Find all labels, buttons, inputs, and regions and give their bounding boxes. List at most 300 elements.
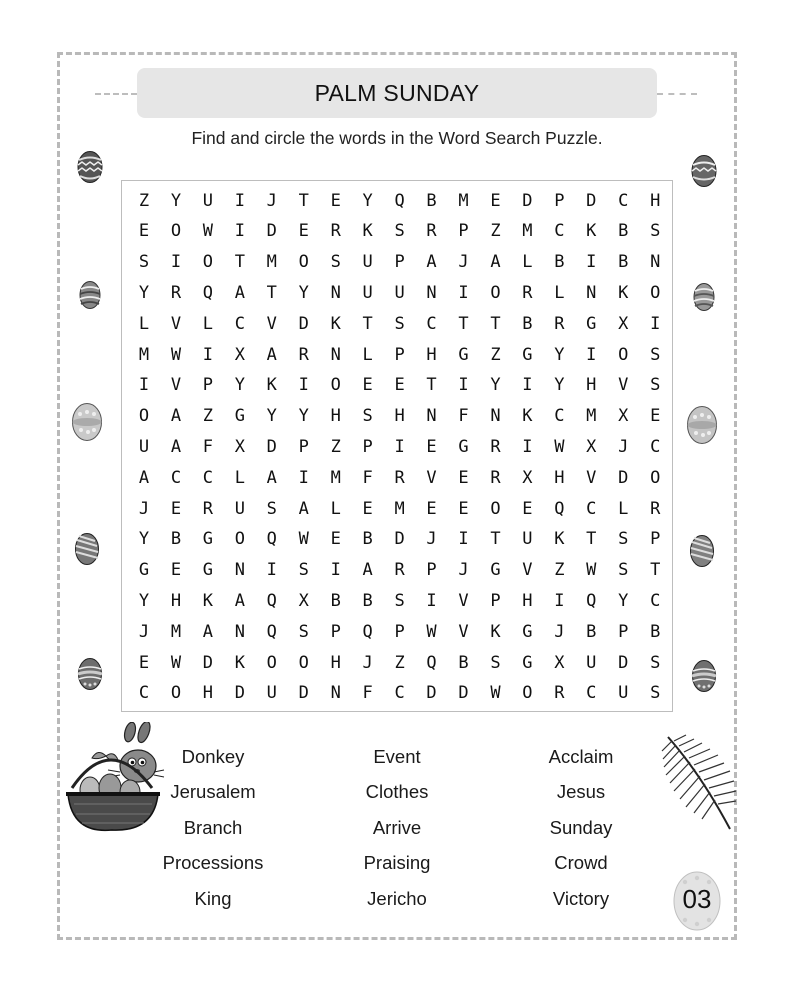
grid-letter[interactable]: U (362, 252, 373, 273)
grid-letter[interactable]: T (234, 252, 245, 273)
grid-letter[interactable]: E (138, 652, 150, 673)
grid-letter[interactable]: O (138, 406, 150, 427)
grid-letter[interactable]: A (234, 590, 245, 611)
grid-letter[interactable]: W (202, 221, 214, 242)
grid-letter[interactable]: O (330, 375, 341, 396)
grid-letter[interactable]: D (234, 683, 245, 704)
grid-letter[interactable]: O (170, 221, 182, 242)
grid-letter[interactable]: V (426, 467, 437, 488)
grid-letter[interactable]: Q (202, 282, 214, 303)
grid-letter[interactable]: N (234, 560, 245, 581)
grid-letter[interactable]: Y (298, 282, 309, 303)
grid-letter[interactable]: I (458, 529, 469, 550)
grid-letter[interactable]: R (426, 221, 437, 242)
grid-letter[interactable]: T (490, 529, 501, 550)
grid-letter[interactable]: S (298, 560, 309, 581)
grid-letter[interactable]: S (618, 529, 629, 550)
grid-letter[interactable]: O (490, 498, 501, 519)
grid-letter[interactable]: H (202, 683, 214, 704)
grid-letter[interactable]: Y (554, 344, 565, 365)
grid-letter[interactable]: I (458, 375, 469, 396)
grid-letter[interactable]: K (554, 529, 565, 550)
grid-letter[interactable]: Q (362, 621, 373, 642)
grid-letter[interactable]: E (458, 498, 469, 519)
grid-letter[interactable]: K (266, 375, 277, 396)
grid-letter[interactable]: U (522, 529, 533, 550)
grid-letter[interactable]: N (234, 621, 245, 642)
grid-letter[interactable]: H (522, 590, 533, 611)
grid-letter[interactable]: L (362, 344, 373, 365)
grid-letter[interactable]: I (234, 221, 245, 242)
grid-letter[interactable]: P (650, 529, 661, 550)
grid-letter[interactable]: X (522, 467, 533, 488)
grid-letter[interactable]: G (202, 560, 214, 581)
grid-letter[interactable]: B (330, 590, 341, 611)
grid-letter[interactable]: E (362, 498, 373, 519)
grid-letter[interactable]: A (170, 436, 182, 457)
grid-letter[interactable]: O (522, 683, 533, 704)
grid-letter[interactable]: F (362, 683, 373, 704)
grid-letter[interactable]: E (170, 560, 182, 581)
grid-letter[interactable]: Q (426, 652, 437, 673)
grid-letter[interactable]: O (266, 652, 277, 673)
grid-letter[interactable]: D (586, 190, 597, 211)
grid-letter[interactable]: R (298, 344, 309, 365)
grid-letter[interactable]: E (138, 221, 150, 242)
grid-letter[interactable]: P (298, 436, 309, 457)
grid-letter[interactable]: O (650, 467, 661, 488)
grid-letter[interactable]: D (298, 683, 309, 704)
grid-letter[interactable]: Y (138, 529, 150, 550)
grid-letter[interactable]: S (138, 252, 150, 273)
grid-letter[interactable]: V (618, 375, 629, 396)
grid-letter[interactable]: M (522, 221, 533, 242)
grid-letter[interactable]: H (394, 406, 405, 427)
grid-letter[interactable]: E (522, 498, 533, 519)
grid-letter[interactable]: R (170, 282, 182, 303)
grid-letter[interactable]: S (650, 375, 661, 396)
grid-letter[interactable]: B (618, 252, 629, 273)
grid-letter[interactable]: I (650, 313, 661, 334)
grid-letter[interactable]: C (554, 406, 565, 427)
grid-letter[interactable]: G (458, 344, 469, 365)
grid-letter[interactable]: E (330, 529, 341, 550)
grid-letter[interactable]: I (394, 436, 405, 457)
grid-letter[interactable]: A (234, 282, 245, 303)
grid-letter[interactable]: A (490, 252, 501, 273)
grid-letter[interactable]: C (618, 190, 629, 211)
grid-letter[interactable]: K (234, 652, 245, 673)
grid-letter[interactable]: I (458, 282, 469, 303)
grid-letter[interactable]: B (618, 221, 629, 242)
grid-letter[interactable]: Y (138, 590, 150, 611)
grid-letter[interactable]: J (266, 190, 277, 211)
grid-letter[interactable]: I (522, 375, 533, 396)
grid-letter[interactable]: I (426, 590, 437, 611)
grid-letter[interactable]: P (554, 190, 565, 211)
grid-letter[interactable]: E (298, 221, 309, 242)
grid-letter[interactable]: S (618, 560, 629, 581)
grid-letter[interactable]: M (586, 406, 597, 427)
grid-letter[interactable]: S (394, 313, 405, 334)
grid-letter[interactable]: L (618, 498, 629, 519)
grid-letter[interactable]: F (458, 406, 469, 427)
grid-letter[interactable]: M (330, 467, 341, 488)
grid-letter[interactable]: Y (554, 375, 565, 396)
grid-letter[interactable]: E (426, 498, 437, 519)
word-list-item: Clothes (365, 781, 429, 803)
grid-letter[interactable]: S (650, 344, 661, 365)
grid-letter[interactable]: T (362, 313, 373, 334)
grid-letter[interactable]: U (362, 282, 373, 303)
grid-letter[interactable]: J (138, 498, 150, 519)
grid-letter[interactable]: K (586, 221, 597, 242)
grid-letter[interactable]: U (234, 498, 245, 519)
grid-letter[interactable]: B (458, 652, 469, 673)
grid-letter[interactable]: P (362, 436, 373, 457)
grid-letter[interactable]: C (138, 683, 150, 704)
grid-letter[interactable]: L (522, 252, 533, 273)
grid-letter[interactable]: J (458, 252, 469, 273)
grid-letter[interactable]: C (426, 313, 437, 334)
grid-letter[interactable]: I (298, 375, 309, 396)
grid-letter[interactable]: Q (266, 529, 277, 550)
grid-letter[interactable]: N (426, 406, 437, 427)
grid-letter[interactable]: T (490, 313, 501, 334)
grid-letter[interactable]: T (266, 282, 277, 303)
grid-letter[interactable]: W (490, 683, 501, 704)
grid-letter[interactable]: K (490, 621, 501, 642)
grid-letter[interactable]: L (138, 313, 150, 334)
grid-letter[interactable]: E (426, 436, 437, 457)
grid-letter[interactable]: A (138, 467, 150, 488)
grid-letter[interactable]: I (298, 467, 309, 488)
grid-letter[interactable]: P (458, 221, 469, 242)
grid-letter[interactable]: J (138, 621, 150, 642)
grid-letter[interactable]: I (554, 590, 565, 611)
grid-letter[interactable]: O (170, 683, 182, 704)
grid-letter[interactable]: G (234, 406, 245, 427)
page-number: 03 (682, 884, 712, 914)
grid-letter[interactable]: B (362, 529, 373, 550)
grid-letter[interactable]: M (458, 190, 469, 211)
grid-letter[interactable]: X (554, 652, 565, 673)
grid-letter[interactable]: G (522, 652, 533, 673)
grid-letter[interactable]: B (586, 621, 597, 642)
grid-letter[interactable]: X (298, 590, 309, 611)
word-search-grid[interactable] (121, 180, 673, 712)
grid-letter[interactable]: U (394, 282, 405, 303)
grid-letter[interactable]: O (234, 529, 245, 550)
grid-letter[interactable]: G (522, 344, 533, 365)
grid-letter[interactable]: R (554, 313, 565, 334)
grid-letter[interactable]: H (170, 590, 182, 611)
grid-letter[interactable]: I (330, 560, 341, 581)
grid-letter[interactable]: Y (490, 375, 501, 396)
grid-letter[interactable]: H (554, 467, 565, 488)
word-list-item: Praising (363, 852, 431, 874)
grid-letter[interactable]: V (170, 375, 182, 396)
grid-letter[interactable]: I (522, 436, 533, 457)
grid-letter[interactable]: Y (362, 190, 373, 211)
grid-letter[interactable]: B (650, 621, 661, 642)
grid-letter[interactable]: I (586, 252, 597, 273)
grid-letter[interactable]: H (330, 406, 341, 427)
grid-letter[interactable]: P (490, 590, 501, 611)
grid-letter[interactable]: W (170, 344, 182, 365)
grid-letter[interactable]: J (426, 529, 437, 550)
grid-letter[interactable]: C (586, 498, 597, 519)
grid-letter[interactable]: E (362, 375, 373, 396)
grid-letter[interactable]: V (458, 590, 469, 611)
grid-letter[interactable]: Z (490, 344, 501, 365)
grid-letter[interactable]: Q (394, 190, 405, 211)
grid-letter[interactable]: E (330, 190, 341, 211)
grid-letter[interactable]: C (394, 683, 405, 704)
grid-letter[interactable]: H (650, 190, 661, 211)
grid-letter[interactable]: Y (266, 406, 277, 427)
grid-letter[interactable]: P (202, 375, 214, 396)
grid-letter[interactable]: O (618, 344, 629, 365)
grid-letter[interactable]: T (458, 313, 469, 334)
bunny-basket-icon (62, 722, 166, 836)
grid-letter[interactable]: L (234, 467, 245, 488)
grid-letter[interactable]: D (618, 467, 629, 488)
grid-letter[interactable]: A (170, 406, 182, 427)
grid-letter[interactable]: E (458, 467, 469, 488)
grid-letter[interactable]: U (138, 436, 150, 457)
grid-letter[interactable]: I (170, 252, 182, 273)
grid-letter[interactable]: E (490, 190, 501, 211)
grid-letter[interactable]: E (170, 498, 182, 519)
grid-letter[interactable]: P (394, 621, 405, 642)
grid-letter[interactable]: C (202, 467, 214, 488)
grid-letter[interactable]: G (138, 560, 150, 581)
grid-letter[interactable]: S (650, 683, 661, 704)
grid-letter[interactable]: N (330, 282, 341, 303)
grid-letter[interactable]: D (394, 529, 405, 550)
easter-egg-icon (686, 405, 718, 445)
grid-letter[interactable]: Y (138, 282, 150, 303)
grid-letter[interactable]: J (618, 436, 629, 457)
grid-letter[interactable]: R (650, 498, 661, 519)
grid-letter[interactable]: L (554, 282, 565, 303)
grid-letter[interactable]: Y (170, 190, 182, 211)
grid-letter[interactable]: E (394, 375, 405, 396)
grid-letter[interactable]: F (202, 436, 214, 457)
grid-letter[interactable]: W (170, 652, 182, 673)
grid-letter[interactable]: G (458, 436, 469, 457)
grid-letter[interactable]: Z (202, 406, 214, 427)
grid-letter[interactable]: V (586, 467, 597, 488)
grid-letter[interactable]: Z (554, 560, 565, 581)
grid-letter[interactable]: L (202, 313, 214, 334)
grid-letter[interactable]: P (330, 621, 341, 642)
grid-letter[interactable]: D (426, 683, 437, 704)
grid-letter[interactable]: S (330, 252, 341, 273)
grid-letter[interactable]: G (202, 529, 214, 550)
grid-letter[interactable]: M (170, 621, 182, 642)
grid-letter[interactable]: Y (234, 375, 245, 396)
grid-letter[interactable]: R (394, 560, 405, 581)
grid-letter[interactable]: Q (266, 621, 277, 642)
word-list-item: Processions (162, 852, 264, 874)
grid-letter[interactable]: B (170, 529, 182, 550)
grid-letter[interactable]: H (586, 375, 597, 396)
grid-letter[interactable]: R (554, 683, 565, 704)
grid-letter[interactable]: B (522, 313, 533, 334)
grid-letter[interactable]: K (330, 313, 341, 334)
grid-letter[interactable]: O (650, 282, 661, 303)
grid-letter[interactable]: P (394, 344, 405, 365)
grid-letter[interactable]: A (426, 252, 437, 273)
grid-letter[interactable]: K (618, 282, 629, 303)
grid-letter[interactable]: Y (618, 590, 629, 611)
grid-letter[interactable]: P (426, 560, 437, 581)
grid-letter[interactable]: K (202, 590, 214, 611)
grid-letter[interactable]: Z (138, 190, 150, 211)
grid-letter[interactable]: O (202, 252, 214, 273)
grid-letter[interactable]: Z (330, 436, 341, 457)
grid-letter[interactable]: Y (298, 406, 309, 427)
grid-letter[interactable]: K (522, 406, 533, 427)
grid-letter[interactable]: N (650, 252, 661, 273)
grid-letter[interactable]: X (618, 313, 629, 334)
grid-letter[interactable]: D (266, 436, 277, 457)
grid-letter[interactable]: Q (266, 590, 277, 611)
grid-letter[interactable]: G (490, 560, 501, 581)
grid-letter[interactable]: J (362, 652, 373, 673)
grid-letter[interactable]: N (330, 344, 341, 365)
grid-letter[interactable]: N (490, 406, 501, 427)
grid-letter[interactable]: I (266, 560, 277, 581)
grid-letter[interactable]: O (298, 252, 309, 273)
grid-letter[interactable]: U (586, 652, 597, 673)
grid-letter[interactable]: D (522, 190, 533, 211)
grid-letter[interactable]: A (202, 621, 214, 642)
grid-letter[interactable]: I (586, 344, 597, 365)
grid-letter[interactable]: B (554, 252, 565, 273)
grid-letter[interactable]: D (202, 652, 214, 673)
grid-letter[interactable]: A (266, 344, 277, 365)
grid-letter[interactable]: J (458, 560, 469, 581)
word-list-item: Crowd (554, 852, 608, 874)
grid-letter[interactable]: T (586, 529, 597, 550)
grid-letter[interactable]: V (458, 621, 469, 642)
grid-letter[interactable]: H (330, 652, 341, 673)
grid-letter[interactable]: T (298, 190, 309, 211)
grid-letter[interactable]: A (266, 467, 277, 488)
grid-letter[interactable]: R (202, 498, 214, 519)
grid-letter[interactable]: W (586, 560, 597, 581)
grid-letter[interactable]: D (266, 221, 277, 242)
grid-letter[interactable]: U (618, 683, 629, 704)
grid-letter[interactable]: D (618, 652, 629, 673)
grid-letter[interactable]: C (170, 467, 182, 488)
grid-letter[interactable]: R (490, 436, 501, 457)
grid-letter[interactable]: M (394, 498, 405, 519)
grid-letter[interactable]: T (650, 560, 661, 581)
grid-letter[interactable]: P (394, 252, 405, 273)
grid-letter[interactable]: Q (586, 590, 597, 611)
grid-letter[interactable]: C (554, 221, 565, 242)
grid-letter[interactable]: S (650, 652, 661, 673)
title-divider-left (95, 93, 137, 95)
grid-letter[interactable]: Z (490, 221, 501, 242)
grid-letter[interactable]: E (650, 406, 661, 427)
grid-letter[interactable]: L (330, 498, 341, 519)
grid-letter[interactable]: R (490, 467, 501, 488)
grid-letter[interactable]: C (234, 313, 245, 334)
grid-letter[interactable]: U (266, 683, 277, 704)
grid-letter[interactable]: O (298, 652, 309, 673)
grid-letter[interactable]: I (202, 344, 214, 365)
grid-letter[interactable]: N (586, 282, 597, 303)
grid-letter[interactable]: N (330, 683, 341, 704)
grid-letter[interactable]: R (394, 467, 405, 488)
grid-letter[interactable]: F (362, 467, 373, 488)
grid-letter[interactable]: C (650, 436, 661, 457)
grid-letter[interactable]: Q (554, 498, 565, 519)
grid-letter[interactable]: X (586, 436, 597, 457)
grid-letter[interactable]: X (234, 344, 245, 365)
grid-letter[interactable]: P (618, 621, 629, 642)
grid-letter[interactable]: W (426, 621, 437, 642)
grid-letter[interactable]: D (458, 683, 469, 704)
easter-egg-icon (689, 534, 715, 568)
grid-letter[interactable]: S (490, 652, 501, 673)
grid-letter[interactable]: A (362, 560, 373, 581)
grid-letter[interactable]: U (202, 190, 214, 211)
grid-letter[interactable]: Z (394, 652, 405, 673)
grid-letter[interactable]: R (330, 221, 341, 242)
grid-letter[interactable]: C (650, 590, 661, 611)
grid-letter[interactable]: H (426, 344, 437, 365)
grid-letter[interactable]: R (522, 282, 533, 303)
title-divider-right (657, 93, 697, 95)
grid-letter[interactable]: T (426, 375, 437, 396)
grid-letter[interactable]: V (522, 560, 533, 581)
grid-letter[interactable]: V (170, 313, 182, 334)
grid-letter[interactable]: S (394, 221, 405, 242)
grid-letter[interactable]: X (234, 436, 245, 457)
grid-letter[interactable]: S (650, 221, 661, 242)
grid-letter[interactable]: W (554, 436, 565, 457)
grid-letter[interactable]: W (298, 529, 309, 550)
grid-letter[interactable]: N (426, 282, 437, 303)
grid-letter[interactable]: S (266, 498, 277, 519)
grid-letter[interactable]: A (298, 498, 309, 519)
grid-letter[interactable]: S (298, 621, 309, 642)
grid-letter[interactable]: S (394, 590, 405, 611)
grid-letter[interactable]: C (586, 683, 597, 704)
grid-letter[interactable]: O (490, 282, 501, 303)
grid-letter[interactable]: I (138, 375, 150, 396)
grid-letter[interactable]: G (586, 313, 597, 334)
grid-letter[interactable]: M (138, 344, 150, 365)
grid-letter[interactable]: D (298, 313, 309, 334)
grid-letter[interactable]: I (234, 190, 245, 211)
grid-letter[interactable]: K (362, 221, 373, 242)
grid-letter[interactable]: G (522, 621, 533, 642)
grid-letter[interactable]: V (266, 313, 277, 334)
grid-letter[interactable]: S (362, 406, 373, 427)
grid-letter[interactable]: J (554, 621, 565, 642)
grid-letter[interactable]: B (426, 190, 437, 211)
grid-letter[interactable]: X (618, 406, 629, 427)
grid-letter[interactable]: B (362, 590, 373, 611)
grid-letter[interactable]: M (266, 252, 277, 273)
